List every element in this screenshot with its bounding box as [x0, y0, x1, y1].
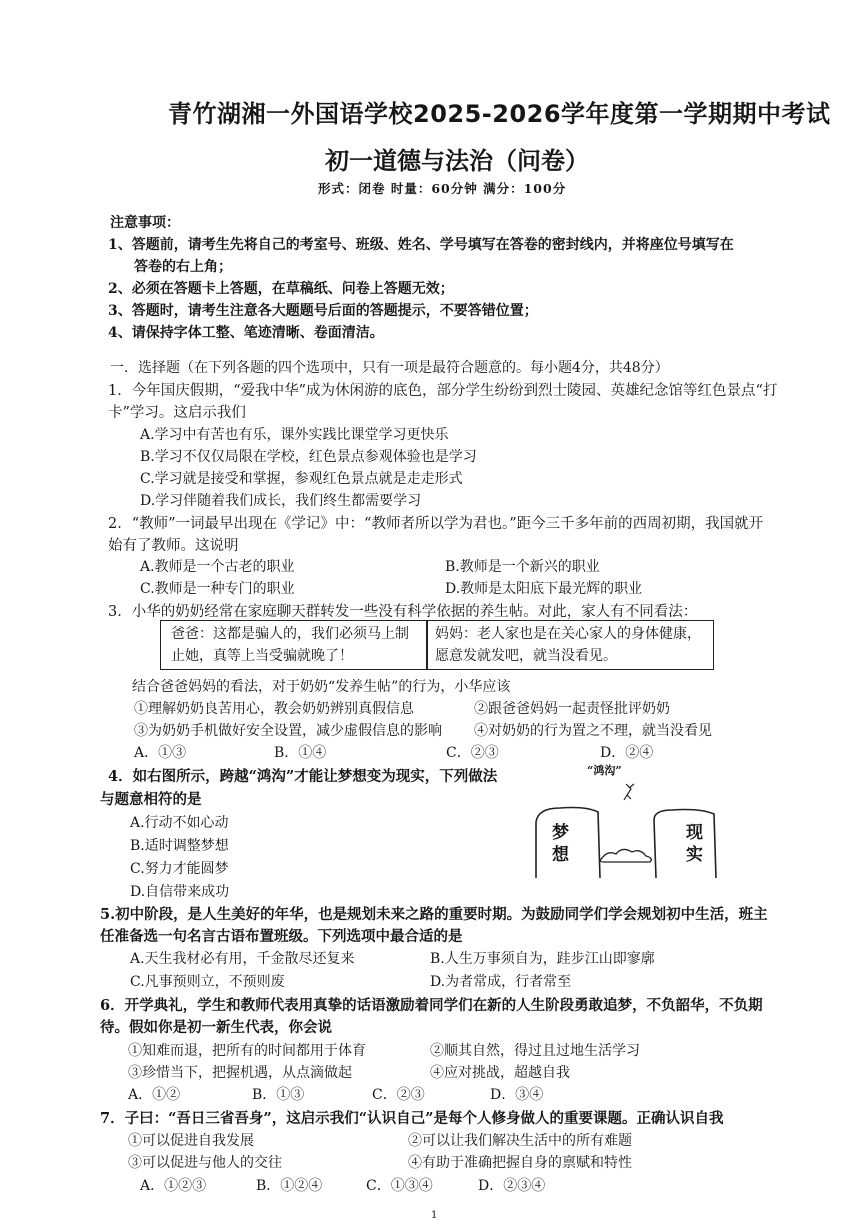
statement-item: ①理解奶奶良苦用心，教会奶奶辨别真假信息: [134, 701, 414, 717]
choice-b: B．①④: [274, 745, 327, 761]
question-stem: 与题意相符的是: [100, 791, 202, 808]
question-prompt: 结合爸爸妈妈的看法，对于奶奶“发养生帖”的行为，小华应该: [132, 679, 511, 695]
page-number: 1: [431, 1210, 438, 1221]
option-d: D.教师是太阳底下最光辉的职业: [445, 581, 643, 597]
choice-c: C．②③: [446, 745, 499, 761]
choice-c: C．②③: [372, 1087, 425, 1103]
reality-label: 现: [686, 823, 703, 843]
choice-b: B．①③: [252, 1087, 305, 1103]
option-b: B.人生万事须自为，跬步江山即寥廓: [430, 951, 655, 967]
option-d: D.为者常成，行者常至: [430, 974, 572, 990]
notice-item: 2、必须在答题卡上答题，在草稿纸、问卷上答题无效；: [108, 281, 454, 297]
statement-item: ④对奶奶的行为置之不理，就当没看见: [474, 723, 712, 739]
section-heading: 一．选择题（在下列各题的四个选项中，只有一项是最符合题意的。每小题4分，共48分）: [110, 360, 669, 376]
gap-figure: [530, 762, 730, 882]
statement-item: ④有助于准确把握自身的禀赋和特性: [408, 1155, 632, 1171]
statement-item: ③珍惜当下，把握机遇，从点滴做起: [128, 1065, 352, 1081]
option-a: A.教师是一个古老的职业: [140, 559, 295, 575]
option-b: B.学习不仅仅局限在学校，红色景点参观体验也是学习: [140, 449, 477, 465]
question-stem: 7．子曰：“吾日三省吾身”，这启示我们“认识自己”是每个人修身做人的重要课题。正确认识自我: [100, 1110, 724, 1127]
notice-item: 4、请保持字体工整、笔迹清晰、卷面清洁。: [108, 325, 384, 341]
choice-a: A．①②: [128, 1087, 181, 1103]
opinion-box: [160, 620, 714, 670]
question-stem: 任准备选一句名言古语布置班级。下列选项中最合适的是: [100, 928, 463, 945]
statement-item: ②顺其自然，得过且过地生活学习: [430, 1043, 640, 1059]
question-stem: 4．如右图所示，跨越“鸿沟”才能让梦想变为现实，下列做法: [108, 768, 498, 785]
dream-label: 想: [552, 845, 569, 865]
notice-item: 3、答题时，请考生注意各大题题号后面的答题提示，不要答错位置；: [108, 303, 538, 319]
dream-label: 梦: [552, 823, 569, 843]
question-stem: 卡”学习。这启示我们: [108, 405, 246, 421]
option-a: A.行动不如心动: [130, 815, 229, 831]
statement-item: ①知难而退，把所有的时间都用于体育: [128, 1043, 366, 1059]
figure-caption: “鸿沟”: [587, 764, 622, 777]
option-c: C.凡事预则立，不预则废: [130, 974, 285, 990]
question-stem: 待。假如你是初一新生代表，你会说: [100, 1019, 332, 1036]
statement-item: ②跟爸爸妈妈一起责怪批评奶奶: [474, 701, 670, 717]
statement-item: ③为奶奶手机做好安全设置，减少虚假信息的影响: [134, 723, 442, 739]
option-a: A.学习中有苦也有乐，课外实践比课堂学习更快乐: [140, 427, 449, 443]
question-stem: 始有了教师。这说明: [108, 538, 239, 554]
question-stem: 5.初中阶段，是人生美好的年华，也是规划未来之路的重要时期。为鼓励同学们学会规划初中生活，班主: [100, 906, 768, 923]
notice-item: 1、答题前，请考生先将自己的考室号、班级、姓名、学号填写在答卷的密封线内，并将座位号填写在: [108, 237, 734, 253]
statement-item: ①可以促进自我发展: [128, 1133, 254, 1149]
choice-a: A．①③: [134, 745, 187, 761]
mom-opinion-line: 愿意发就发吧，就当没看见。: [435, 648, 617, 664]
exam-title: 青竹湖湘一外国语学校2025-2026学年度第一学期期中考试: [168, 100, 831, 128]
opinion-divider: [426, 621, 428, 669]
dad-opinion-line: 爸爸：这都是骗人的，我们必须马上制: [171, 626, 409, 642]
option-a: A.天生我材必有用，千金散尽还复来: [130, 951, 355, 967]
question-stem: 1．今年国庆假期，“爱我中华”成为休闲游的底色，部分学生纷纷到烈士陵园、英雄纪念馆等红色景点“打: [108, 383, 778, 399]
choice-d: D．②④: [600, 745, 654, 761]
mom-opinion-line: 妈妈：老人家也是在关心家人的身体健康，: [435, 626, 701, 642]
dad-opinion-line: 止她，真等上当受骗就晚了！: [171, 648, 353, 664]
question-stem: 3．小华的奶奶经常在家庭聊天群转发一些没有科学依据的养生帖。对此，家人有不同看法：: [108, 604, 698, 620]
choice-d: D．②③④: [478, 1178, 546, 1194]
option-c: C.学习就是接受和掌握，参观红色景点就是走走形式: [140, 471, 463, 487]
exam-subtitle: 初一道德与法治（问卷）: [325, 147, 589, 175]
exam-meta: 形式：闭卷 时量：60分钟 满分：100分: [318, 181, 567, 196]
statement-item: ②可以让我们解决生活中的所有难题: [408, 1133, 632, 1149]
option-c: C.努力才能圆梦: [130, 861, 229, 877]
choice-d: D．③④: [490, 1087, 544, 1103]
choice-c: C．①③④: [366, 1178, 433, 1194]
question-stem: 2．“教师”一词最早出现在《学记》中：“教师者所以学为君也。”距今三千多年前的西周初期，我国就开: [108, 516, 764, 532]
option-d: D.学习伴随着我们成长，我们终生都需要学习: [140, 493, 422, 509]
statement-item: ④应对挑战，超越自我: [430, 1065, 570, 1081]
option-b: B.适时调整梦想: [130, 838, 229, 854]
choice-a: A．①②③: [140, 1178, 207, 1194]
option-d: D.自信带来成功: [130, 884, 230, 900]
question-stem: 6．开学典礼，学生和教师代表用真挚的话语激励着同学们在新的人生阶段勇敢追梦，不负韶华，不负期: [100, 997, 763, 1014]
notice-heading: 注意事项：: [110, 215, 180, 231]
option-b: B.教师是一个新兴的职业: [445, 559, 600, 575]
reality-label: 实: [686, 845, 703, 865]
statement-item: ③可以促进与他人的交往: [128, 1155, 282, 1171]
option-c: C.教师是一种专门的职业: [140, 581, 295, 597]
choice-b: B．①②④: [256, 1178, 323, 1194]
notice-item: 答卷的右上角；: [134, 259, 232, 275]
